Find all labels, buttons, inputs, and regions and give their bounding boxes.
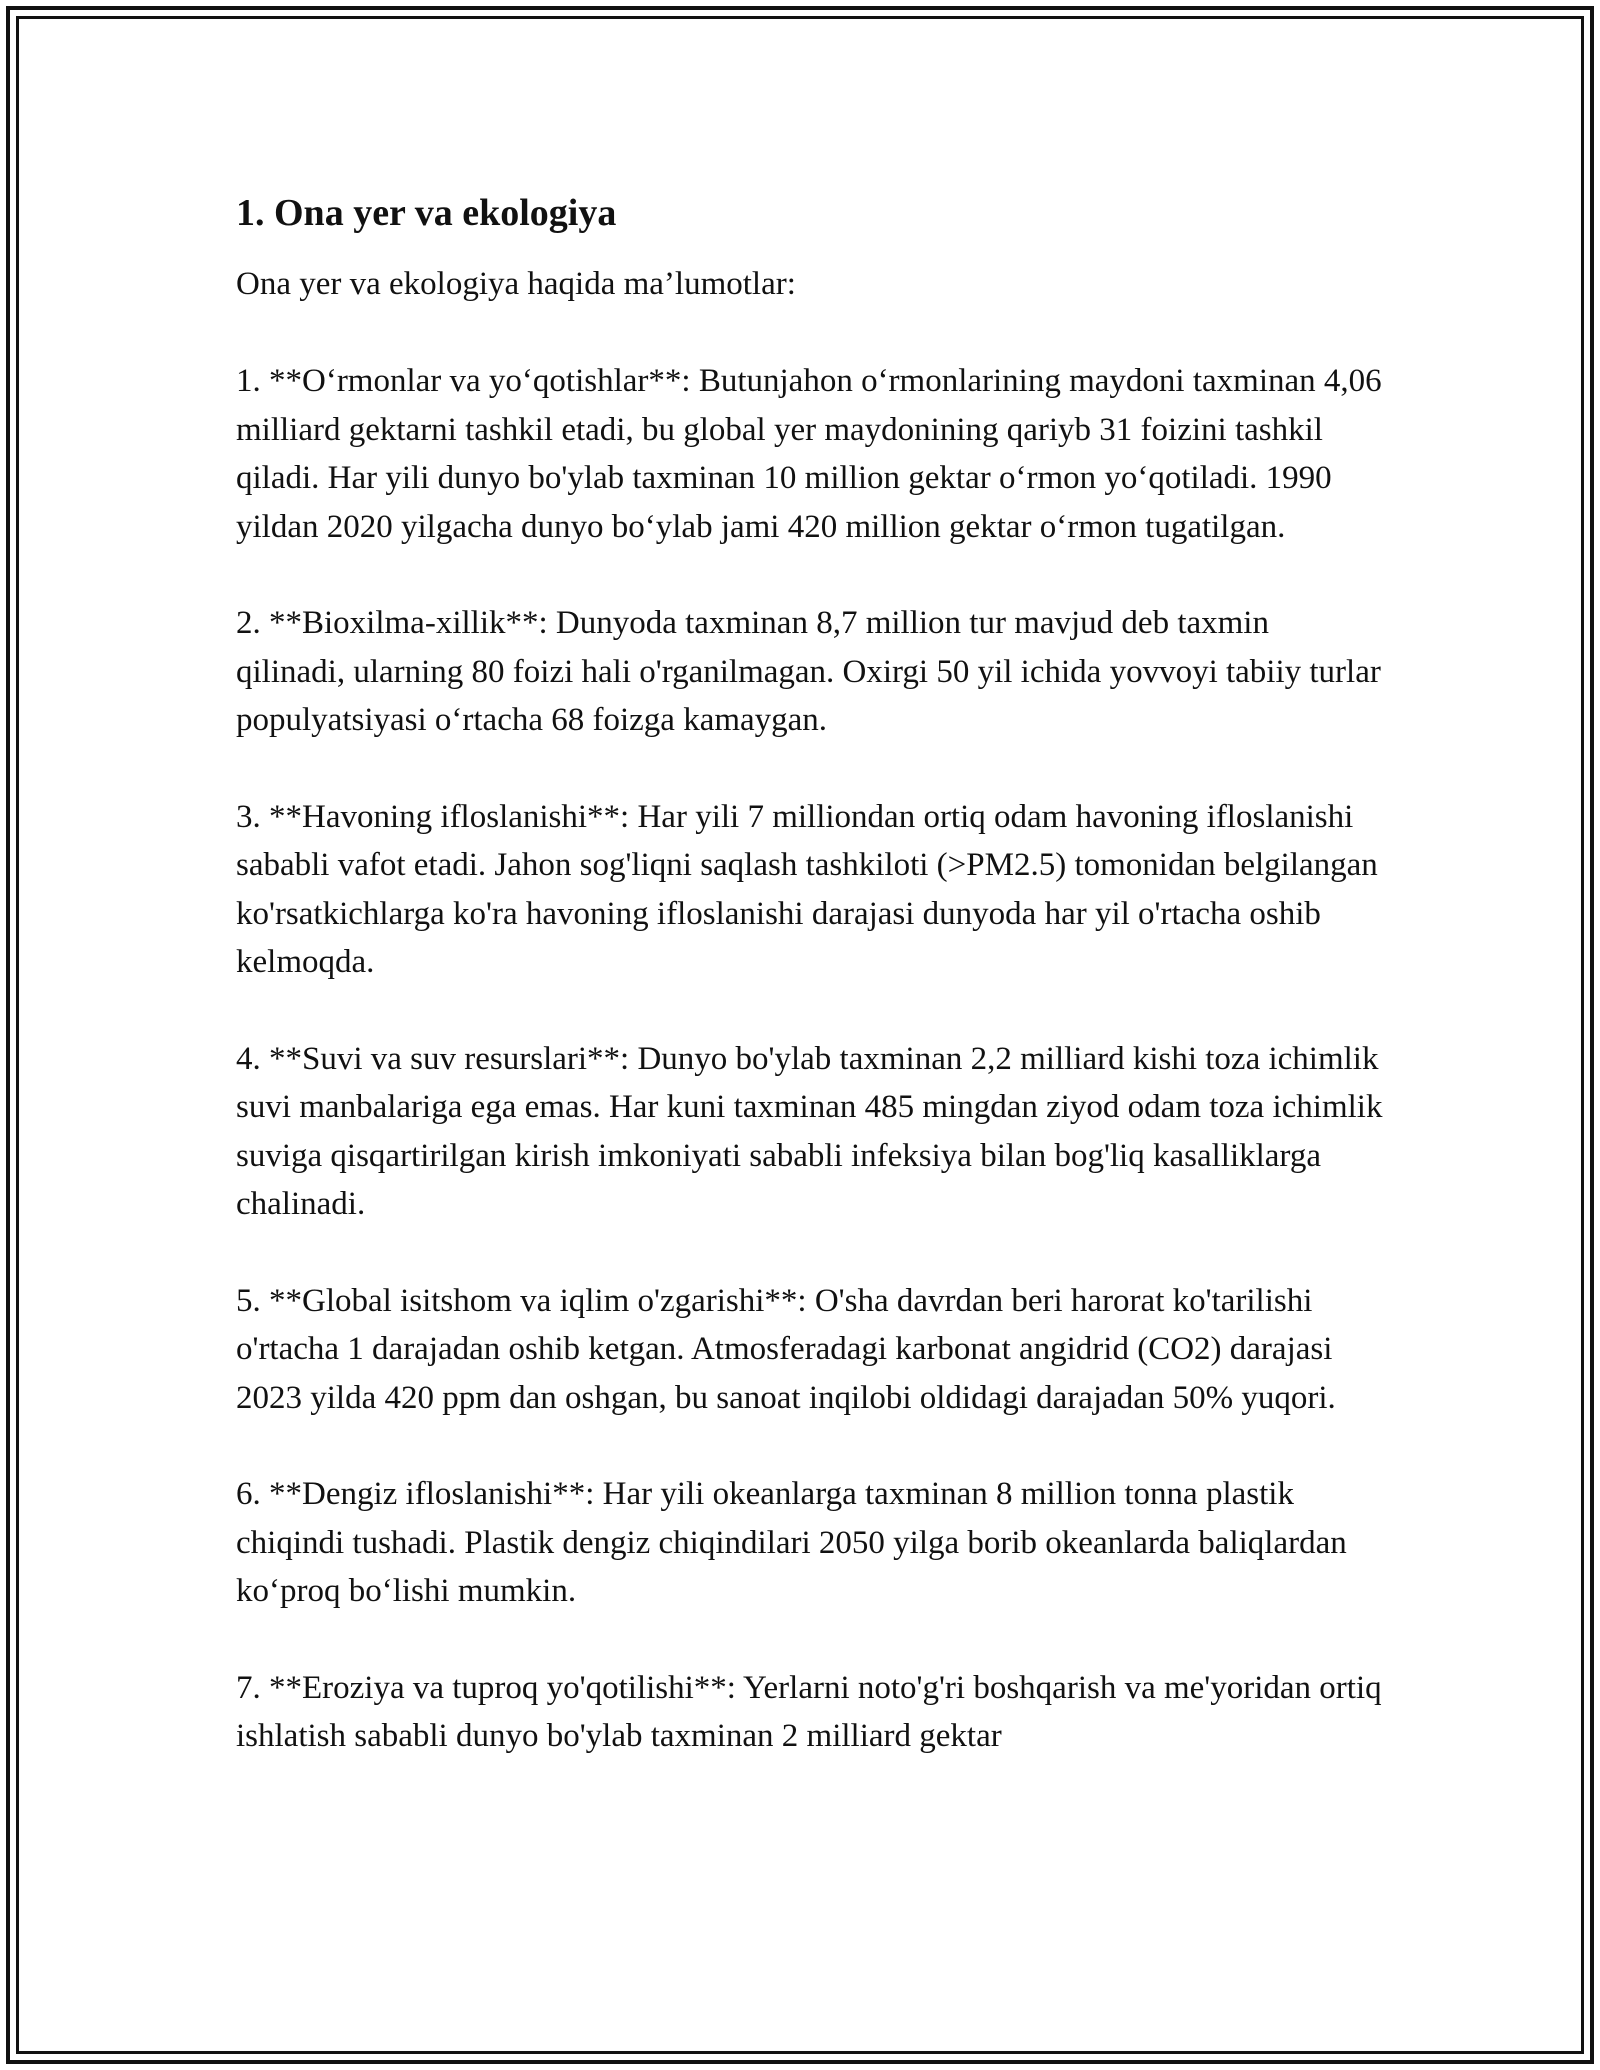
list-item-air-pollution: 3. **Havoning ifloslanishi**: Har yili 7 milliondan ortiq odam havoning ifloslanishi sababli vafot etadi. Jahon sog'liqni saqlash tashkiloti (>PM2.5) tomonidan belgilangan ko'rsatkichlarga ko'ra havoning ifloslanishi darajasi dunyoda har yil o'rtacha oshib kelmoqda. xyxy=(236,798,1378,980)
list-item-water-resources: 4. **Suvi va suv resurslari**: Dunyo bo'ylab taxminan 2,2 milliard kishi toza ichimlik suvi manbalariga ega emas. Har kuni taxminan 485 mingdan ziyod odam toza ichimlik suviga qisqartirilgan kirish imkoniyati sababli infeksiya bilan bog'liq kasalliklarga chalinadi. xyxy=(236,1040,1383,1222)
list-item-climate-change: 5. **Global isitshom va iqlim o'zgarishi**: O'sha davrdan beri harorat ko'tarilishi o'rtacha 1 darajadan oshib ketgan. Atmosferadagi karbonat angidrid (CO2) darajasi 2023 yilda 420 ppm dan oshgan, bu sanoat inqilobi oldidagi darajadan 50% yuqori. xyxy=(236,1282,1336,1416)
list-item-marine-pollution: 6. **Dengiz ifloslanishi**: Har yili okeanlarga taxminan 8 million tonna plastik chiqindi tushadi. Plastik dengiz chiqindilari 2050 yilga borib okeanlarda baliqlardan ko‘proq bo‘lishi mumkin. xyxy=(236,1476,1347,1609)
list-item-biodiversity: 2. **Bioxilma-xillik**: Dunyoda taxminan 8,7 million tur mavjud deb taxmin qilinadi, ularning 80 foizi hali o'rganilmagan. Oxirgi 50 yil ichida yovvoyi tabiiy turlar populyatsiyasi o‘rtacha 68 foizga kamaygan. xyxy=(236,605,1381,738)
document-title: 1. Ona yer va ekologiya xyxy=(236,192,617,234)
list-item-forests: 1. **O‘rmonlar va yo‘qotishlar**: Butunjahon o‘rmonlarining maydoni taxminan 4,06 milliard gektarni tashkil etadi, bu global yer maydonining qariyb 31 foizini tashkil qiladi. Har yili dunyo bo'ylab taxminan 10 million gektar o‘rmon yo‘qotiladi. 1990 yildan 2020 yilgacha dunyo bo‘ylab jami 420 million gektar o‘rmon tugatilgan. xyxy=(236,363,1382,545)
list-item-soil-erosion: 7. **Eroziya va tuproq yo'qotilishi**: Yerlarni noto'g'ri boshqarish va me'yoridan ortiq ishlatish sababli dunyo bo'ylab taxminan 2 milliard gektar xyxy=(236,1669,1382,1754)
document-body xyxy=(236,188,1386,1761)
intro-paragraph: Ona yer va ekologiya haqida ma’lumotlar: xyxy=(236,266,796,302)
